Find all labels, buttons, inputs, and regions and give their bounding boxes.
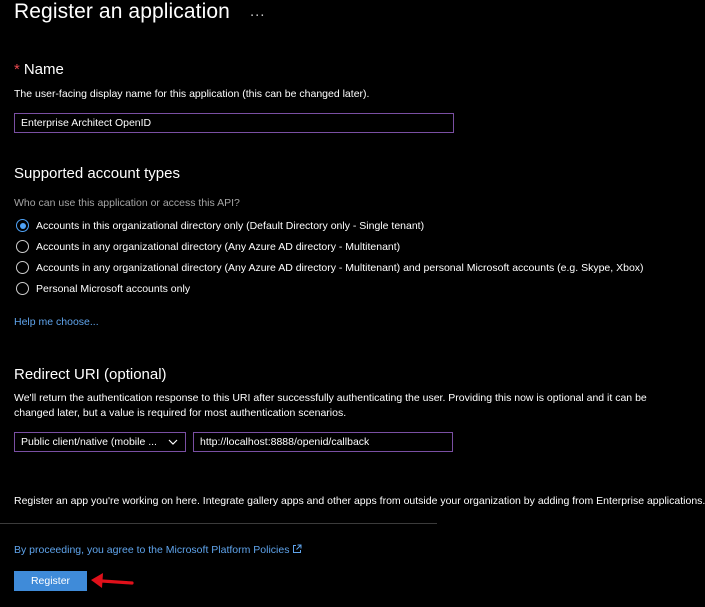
name-input[interactable]: Enterprise Architect OpenID	[14, 113, 454, 133]
account-type-option-single-tenant[interactable]	[16, 219, 424, 232]
account-type-option-multitenant-personal[interactable]	[16, 261, 644, 274]
header	[14, 0, 265, 24]
chevron-down-icon	[167, 436, 179, 448]
annotation-arrow-icon	[88, 568, 138, 594]
footer-note: Register an app you're working on here. Integrate gallery apps and other apps from outside your organization by adding from Enterprise applications.	[14, 495, 705, 507]
radio-unselected-icon[interactable]	[16, 240, 29, 253]
more-options-icon[interactable]: ...	[249, 2, 266, 20]
page-title: Register an application	[14, 0, 230, 23]
account-type-label: Personal Microsoft accounts only	[36, 282, 191, 295]
required-marker: *	[14, 61, 20, 78]
register-button[interactable]: Register	[14, 571, 87, 591]
radio-selected-icon[interactable]	[16, 219, 29, 232]
name-section-title	[14, 61, 64, 78]
platform-policies-label: By proceeding, you agree to the Microsoft Platform Policies	[14, 544, 290, 556]
redirect-uri-input[interactable]: http://localhost:8888/openid/callback	[193, 432, 453, 452]
account-type-option-multitenant[interactable]	[16, 240, 400, 253]
account-type-option-personal[interactable]	[16, 282, 190, 295]
account-types-question: Who can use this application or access this API?	[14, 197, 240, 209]
radio-unselected-icon[interactable]	[16, 282, 29, 295]
account-type-label: Accounts in any organizational directory (Any Azure AD directory - Multitenant)	[36, 240, 401, 253]
name-label: Name	[23, 61, 64, 78]
account-type-label: Accounts in any organizational directory (Any Azure AD directory - Multitenant) and personal Microsoft accounts (e.g. Skype, Xbox)	[36, 261, 644, 274]
account-types-title: Supported account types	[14, 165, 180, 182]
help-me-choose-link[interactable]: Help me choose...	[14, 316, 99, 328]
platform-select-value: Public client/native (mobile ...	[21, 436, 157, 448]
footer-divider	[0, 523, 437, 524]
external-link-icon	[292, 544, 302, 554]
name-description: The user-facing display name for this application (this can be changed later).	[14, 88, 370, 100]
radio-unselected-icon[interactable]	[16, 261, 29, 274]
platform-select[interactable]	[14, 432, 186, 452]
redirect-description-line2: changed later, but a value is required for most authentication scenarios.	[14, 407, 347, 419]
redirect-description-line1: We'll return the authentication response to this URI after successfully authenticating the user. Providing this now is optional and it can be	[14, 392, 647, 404]
redirect-uri-title: Redirect URI (optional)	[14, 366, 167, 383]
account-type-label: Accounts in this organizational directory only (Default Directory only - Single tenant)	[36, 219, 425, 232]
platform-policies-link[interactable]	[14, 544, 302, 556]
